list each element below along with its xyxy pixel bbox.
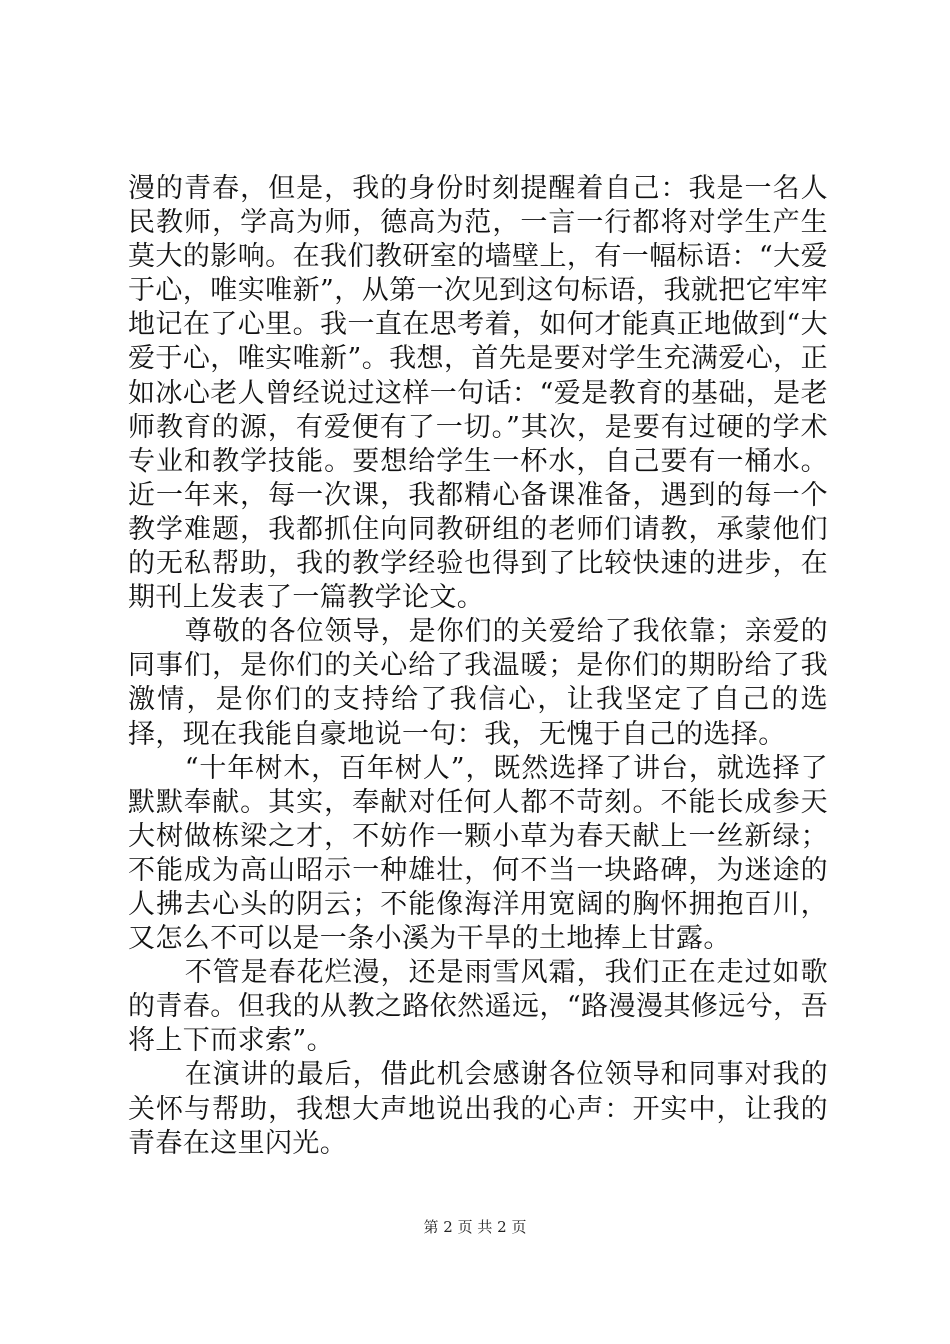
paragraph-2: 尊敬的各位领导，是你们的关爱给了我依靠；亲爱的同事们，是你们的关心给了我温暖；是你们的期盼给了我激情，是你们的支持给了我信心，让我坚定了自己的选择，现在我能自豪地说一句：我，无愧于自己的选择。	[128, 616, 828, 750]
paragraph-5: 在演讲的最后，借此机会感谢各位领导和同事对我的关怀与帮助，我想大声地说出我的心声：开实中，让我的青春在这里闪光。	[128, 1059, 828, 1159]
document-body	[128, 172, 828, 1161]
paragraph-3: “十年树木，百年树人”，既然选择了讲台，就选择了默默奉献。其实，奉献对任何人都不苛刻。不能长成参天大树做栋梁之才，不妨作一颗小草为春天献上一丝新绿；不能成为高山昭示一种雄壮，何不当一块路碑，为迷途的人拂去心头的阴云；不能像海洋用宽阔的胸怀拥抱百川，又怎么不可以是一条小溪为干旱的土地捧上甘露。	[128, 752, 828, 955]
page-number-footer: 第 2 页 共 2 页	[423, 1218, 527, 1236]
paragraph-4: 不管是春花烂漫，还是雨雪风霜，我们正在走过如歌的青春。但我的从教之路依然遥远，“路漫漫其修远兮，吾将上下而求索”。	[128, 957, 828, 1057]
paragraph-1: 漫的青春，但是，我的身份时刻提醒着自己：我是一名人民教师，学高为师，德高为范，一言一行都将对学生产生莫大的影响。在我们教研室的墙壁上，有一幅标语：“大爱于心，唯实唯新”，从第一次见到这句标语，我就把它牢牢地记在了心里。我一直在思考着，如何才能真正地做到“大爱于心，唯实唯新”。我想，首先是要对学生充满爱心，正如冰心老人曾经说过这样一句话：“爱是教育的基础，是老师教育的源，有爱便有了一切。”其次，是要有过硬的学术专业和教学技能。要想给学生一杯水，自己要有一桶水。近一年来，每一次课，我都精心备课准备，遇到的每一个教学难题，我都抓住向同教研组的老师们请教，承蒙他们的无私帮助，我的教学经验也得到了比较快速的进步，在期刊上发表了一篇教学论文。	[128, 173, 828, 614]
